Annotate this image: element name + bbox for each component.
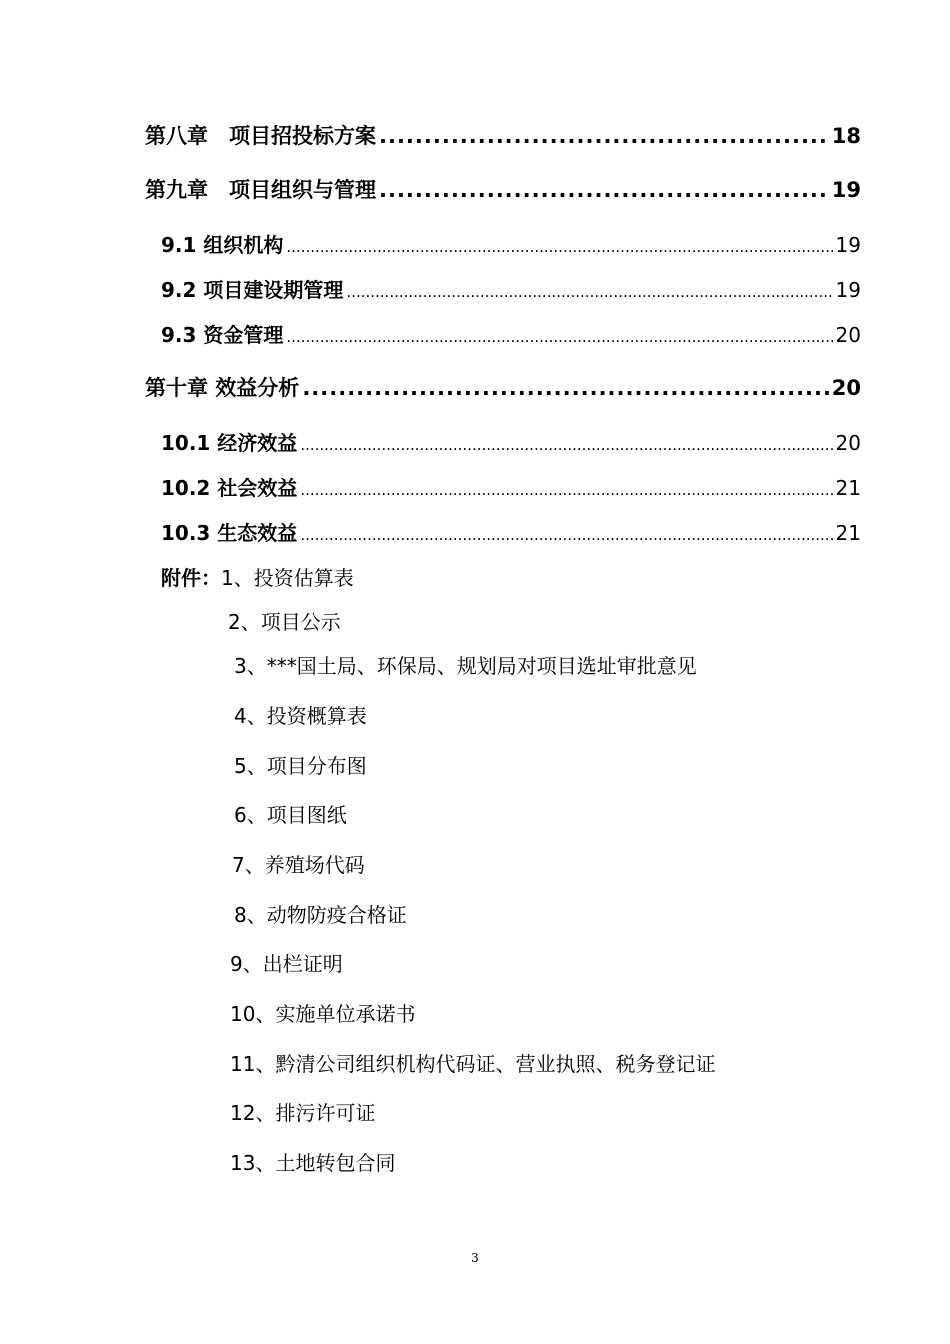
toc-leader-dots — [300, 436, 832, 454]
attachment-item: 4、投资概算表 — [234, 704, 367, 728]
toc-entry-page: 19 — [831, 178, 861, 202]
toc-entry-title: 10.1 经济效益 — [161, 431, 298, 455]
toc-entry-section-9-3[interactable] — [161, 319, 861, 348]
toc-entry-section-9-2[interactable] — [161, 274, 861, 303]
toc-entry-chapter-8[interactable] — [145, 120, 861, 150]
toc-entry-title: 10.3 生态效益 — [161, 521, 298, 545]
toc-entry-page: 19 — [835, 278, 861, 302]
toc-entry-section-10-2[interactable] — [161, 472, 861, 501]
toc-leader-dots — [300, 481, 832, 499]
attachment-item: 11、黔清公司组织机构代码证、营业执照、税务登记证 — [230, 1052, 716, 1076]
toc-entry-chapter-10[interactable] — [145, 372, 861, 402]
attachment-item: 12、排污许可证 — [230, 1101, 376, 1125]
toc-leader-dots — [346, 283, 832, 301]
toc-leader-dots — [302, 376, 828, 400]
attachments-first-line — [161, 562, 354, 591]
toc-leader-dots — [286, 328, 832, 346]
page-number: 3 — [471, 1251, 479, 1265]
toc-entry-page: 20 — [835, 323, 861, 347]
toc-entry-title: 9.1 组织机构 — [161, 233, 284, 257]
attachment-item: 8、动物防疫合格证 — [234, 903, 407, 927]
toc-entry-page: 20 — [831, 376, 861, 400]
toc-entry-page: 18 — [831, 124, 861, 148]
attachment-item: 3、***国土局、环保局、规划局对项目选址审批意见 — [234, 654, 697, 678]
toc-entry-section-10-3[interactable] — [161, 517, 861, 546]
attachment-item: 7、养殖场代码 — [232, 853, 365, 877]
attachment-item: 1、投资估算表 — [221, 566, 354, 590]
attachments-label: 附件： — [161, 566, 221, 590]
toc-entry-chapter-9[interactable] — [145, 174, 861, 204]
toc-entry-section-10-1[interactable] — [161, 427, 861, 456]
toc-entry-title: 第八章 项目招投标方案 — [145, 124, 376, 148]
toc-entry-title: 10.2 社会效益 — [161, 476, 298, 500]
toc-entry-page: 19 — [835, 233, 861, 257]
toc-entry-title: 第九章 项目组织与管理 — [145, 178, 376, 202]
toc-leader-dots — [286, 238, 832, 256]
attachment-item: 6、项目图纸 — [234, 803, 347, 827]
attachment-item: 5、项目分布图 — [234, 754, 367, 778]
toc-entry-title: 第十章 效益分析 — [145, 376, 300, 400]
toc-entry-page: 21 — [835, 476, 861, 500]
toc-entry-page: 20 — [835, 431, 861, 455]
toc-leader-dots — [379, 124, 829, 148]
toc-leader-dots — [379, 178, 829, 202]
attachment-item: 10、实施单位承诺书 — [230, 1002, 416, 1026]
attachment-item: 2、项目公示 — [228, 610, 341, 634]
toc-leader-dots — [300, 526, 832, 544]
attachment-item: 13、土地转包合同 — [230, 1151, 396, 1175]
toc-entry-title: 9.2 项目建设期管理 — [161, 278, 344, 302]
attachment-item: 9、出栏证明 — [230, 952, 343, 976]
toc-entry-section-9-1[interactable] — [161, 229, 861, 258]
toc-entry-page: 21 — [835, 521, 861, 545]
toc-entry-title: 9.3 资金管理 — [161, 323, 284, 347]
